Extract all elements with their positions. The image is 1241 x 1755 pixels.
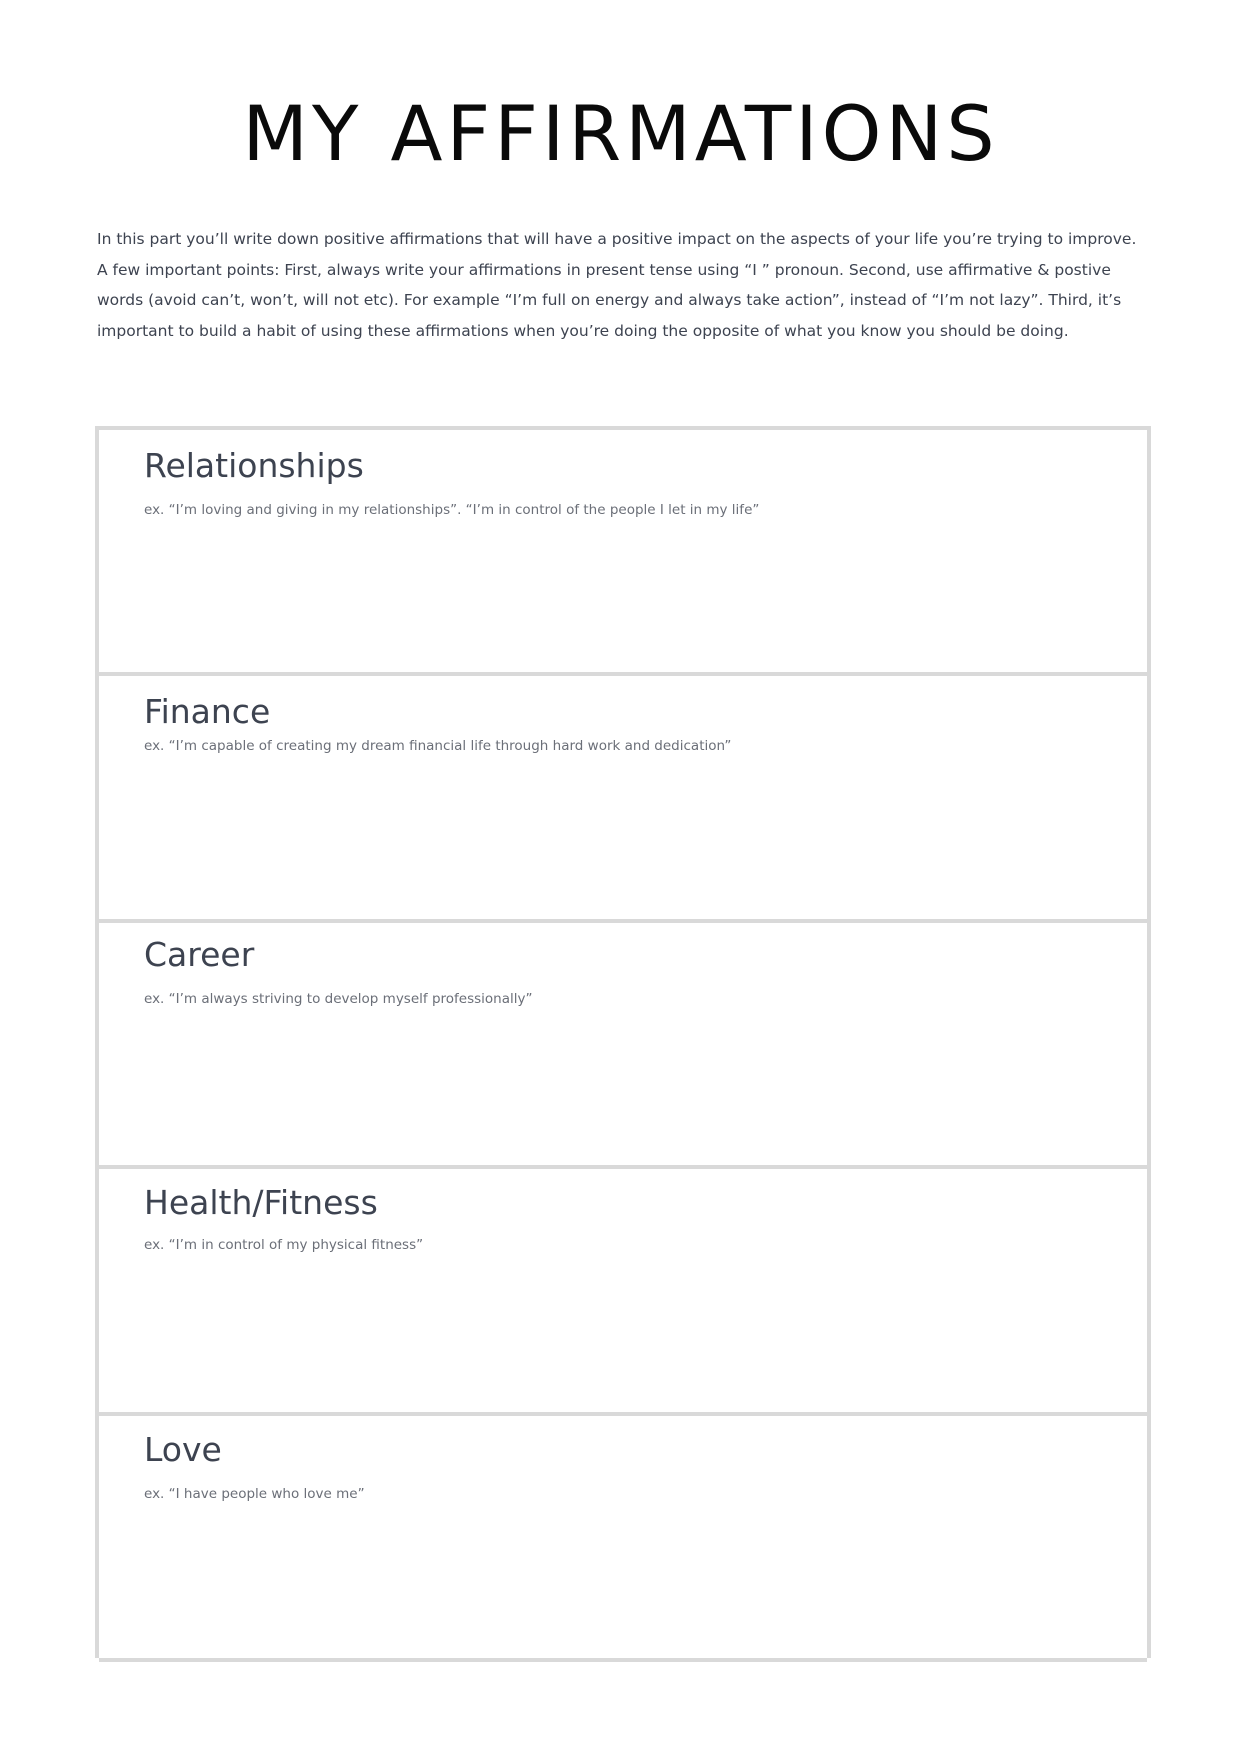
section-example: ex. “I’m loving and giving in my relationships”. “I’m in control of the people I let in my life” [144,502,760,518]
section-title: Finance [144,692,271,732]
section-example: ex. “I have people who love me” [144,1485,365,1502]
section-title: Health/Fitness [144,1183,378,1223]
intro-paragraph: In this part you’ll write down positive affirmations that will have a positive impact on the aspects of your life you’re trying to improve. A few important points: First, always write your affirmations in present tense using “I ” pronoun. Second, use affirmative & postive words (avoid can’t, won’t, will not etc). For example “I’m full on energy and always take action”, instead of “I’m not lazy”. Third, it’s important to build a habit of using these affirmations when you’re doing the opposite of what you know you should be doing. [97,230,1137,340]
section-title: Relationships [144,446,364,485]
section-career[interactable] [99,923,1147,1169]
section-health-fitness[interactable] [99,1169,1147,1415]
affirmations-grid [95,426,1151,1658]
section-example: ex. “I’m always striving to develop myself professionally” [144,990,533,1007]
section-love[interactable] [99,1416,1147,1662]
section-relationships[interactable] [99,430,1147,676]
section-example: ex. “I’m in control of my physical fitness” [144,1237,424,1254]
section-finance[interactable] [99,676,1147,922]
section-example: ex. “I’m capable of creating my dream financial life through hard work and dedication” [144,738,732,755]
section-title: Love [144,1429,222,1469]
page-title: MY AFFIRMATIONS [242,89,999,178]
section-title: Career [144,934,255,974]
